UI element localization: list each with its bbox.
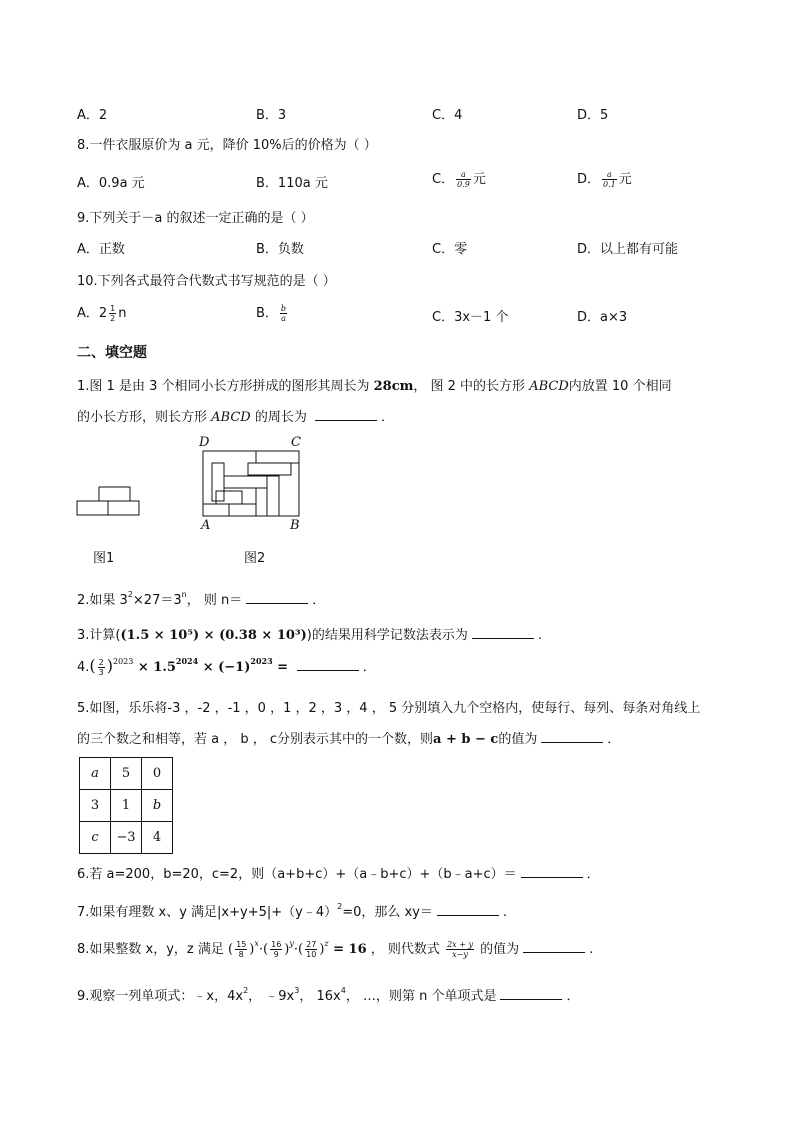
- f2-exp1: 2: [127, 590, 133, 599]
- f3-text-a: 3.计算(: [77, 628, 121, 643]
- f4-exp3: 2023: [250, 656, 273, 666]
- fig1-rect-right: [108, 501, 139, 515]
- corner-b: B: [290, 518, 300, 533]
- f5-expression: a + b − c: [433, 732, 499, 747]
- corner-c: C: [291, 435, 301, 450]
- f4-num: 2: [98, 658, 104, 667]
- f3-text-b: )的结果用科学记数法表示为: [306, 628, 468, 643]
- f3-answer-blank[interactable]: [472, 626, 534, 639]
- f6-text: 6.若 a=200，b=20，c=2，则（a+b+c）+（a﹣b+c）+（b﹣a+c）＝: [77, 867, 517, 882]
- grid-cell: b: [142, 790, 173, 822]
- q8-option-d: [577, 168, 632, 189]
- q10-option-d: D．a×3: [577, 310, 628, 325]
- f9-text-b: ， ﹣9x: [248, 989, 295, 1004]
- fig2-rect: [248, 463, 291, 475]
- f8-v3: z: [324, 939, 329, 948]
- f2-exp2: n: [181, 590, 187, 599]
- fig2-rect: [256, 451, 299, 463]
- q10-option-c: C．3x－1 个: [432, 310, 509, 325]
- corner-a: A: [201, 518, 211, 533]
- fig2-rect: [256, 488, 267, 516]
- f1-abcd-2: ABCD: [211, 410, 251, 425]
- grid-cell: 4: [142, 822, 173, 854]
- f5-line2: [77, 728, 620, 747]
- f8-dot: ·: [293, 942, 299, 957]
- q10-a-fraction: [109, 304, 116, 323]
- fig2-rect: [267, 476, 279, 516]
- f7-text-b: =0，那么 xy＝: [342, 905, 433, 920]
- f4-fraction: [98, 658, 105, 677]
- table-row: [80, 758, 173, 790]
- q8-option-a: A．0.9a 元: [77, 176, 145, 191]
- f4-term-c: × (−1): [198, 660, 251, 675]
- q8-c-prefix: C．: [432, 172, 455, 187]
- f7-line: [77, 901, 507, 920]
- f8-fn: 2x + y: [447, 940, 473, 949]
- q8-d-suffix: 元: [618, 172, 632, 187]
- f8-fd: x−y: [452, 950, 468, 959]
- grid-cell: 0: [142, 758, 173, 790]
- q7-option-b: B．3: [256, 108, 287, 123]
- f1-perimeter: 28cm: [373, 379, 414, 394]
- f4-den: 3: [98, 668, 104, 677]
- f8-dot: ·: [258, 942, 264, 957]
- q8-option-c: [432, 168, 486, 189]
- f4-term-b: × 1.5: [133, 660, 176, 675]
- f8-answer-blank[interactable]: [523, 940, 585, 953]
- f8-line: [77, 938, 593, 959]
- q10-a-suffix: n: [118, 306, 127, 321]
- f6-end: ．: [586, 867, 600, 882]
- f1-text-a: 1.图 1 是由 3 个相同小长方形拼成的图形其周长为: [77, 379, 370, 394]
- fig2-rect: [216, 491, 242, 504]
- f9-line: [77, 985, 579, 1004]
- grid-cell: c: [80, 822, 111, 854]
- f5-answer-blank[interactable]: [541, 730, 603, 743]
- f8-paren: (: [263, 942, 269, 957]
- f3-end: .: [537, 628, 542, 643]
- f1-abcd-1: ABCD: [529, 379, 569, 394]
- q7-option-c: C．4: [432, 108, 463, 123]
- f2-end: ．: [312, 593, 326, 608]
- f8-v2: y: [289, 939, 294, 948]
- grid-cell: 5: [111, 758, 142, 790]
- f2-text-a: 2.如果 3: [77, 593, 128, 608]
- f9-answer-blank[interactable]: [500, 987, 562, 1000]
- grid-cell: 1: [111, 790, 142, 822]
- f5-line1: 5.如图，乐乐将-3 ，-2 ，-1 ，0 ，1 ，2 ，3 ，4 ， 5 分别填入九个空格内，使每行、每列、每条对角线上: [77, 701, 701, 716]
- q9-stem: 9.下列关于－a 的叙述一定正确的是（ ）: [77, 211, 314, 226]
- q10-b-den: a: [281, 314, 286, 323]
- f4-exp1: 2023: [113, 657, 134, 666]
- f4-text-a: 4.: [77, 660, 90, 675]
- f5-end: ．: [607, 732, 621, 747]
- q8-c-suffix: 元: [472, 172, 486, 187]
- q8-c-fraction: [456, 170, 471, 189]
- f1-line2: [77, 406, 394, 425]
- table-row: [80, 790, 173, 822]
- q10-b-fraction: [280, 304, 287, 323]
- q10-b-num: b: [280, 304, 287, 313]
- q10-b-prefix: B．: [256, 306, 278, 321]
- f4-equals: =: [272, 660, 293, 675]
- q7-option-a: A．2: [77, 108, 108, 123]
- f8-paren: ): [249, 942, 255, 957]
- f7-answer-blank[interactable]: [437, 903, 499, 916]
- f2-text-b: ×27＝3: [132, 593, 182, 608]
- f4-paren-close: ): [106, 656, 113, 675]
- f5-text-a: 的三个数之和相等，若 a ， b ， c分别表示其中的一个数，则: [77, 732, 434, 747]
- f1-text-c: ， 图 2 中的长方形: [413, 379, 526, 394]
- magic-square: [79, 757, 173, 854]
- f8-v1: x: [254, 939, 259, 948]
- f4-exp2: 2024: [175, 656, 199, 666]
- q8-c-den: 0.9: [457, 180, 470, 189]
- q9-option-c: C．零: [432, 242, 468, 257]
- f8-frac3: [305, 940, 317, 959]
- fig2-outer: [203, 451, 299, 516]
- fig1-rect-left: [77, 501, 108, 515]
- f9-end: ．: [566, 989, 580, 1004]
- q8-option-b: B．110a 元: [256, 176, 328, 191]
- f8-t1n: 15: [236, 940, 247, 949]
- q9-option-a: A．正数: [77, 242, 125, 257]
- q9-option-d: D．以上都有可能: [577, 242, 679, 257]
- q8-d-num: a: [602, 170, 617, 180]
- q8-stem: 8.一件衣服原价为 a 元，降价 10%后的价格为（ ）: [77, 138, 377, 153]
- q9-option-b: B．负数: [256, 242, 304, 257]
- q10-option-b: [256, 302, 289, 323]
- f8-t3d: 10: [306, 950, 317, 959]
- f4-paren-open: (: [89, 656, 96, 675]
- f8-paren: (: [228, 942, 234, 957]
- f1-text-e: 内放置 10 个相同: [568, 379, 672, 394]
- grid-cell: a: [80, 758, 111, 790]
- f8-fraction: [446, 940, 474, 959]
- fig2-rect: [212, 463, 224, 501]
- fig1-rect-top: [99, 487, 130, 501]
- f9-exp2: 3: [294, 986, 300, 995]
- f2-line: [77, 589, 325, 608]
- fig1-label: 图1: [93, 551, 115, 566]
- f8-frac2: [270, 940, 282, 959]
- f8-paren: ): [284, 942, 290, 957]
- corner-d: D: [199, 435, 210, 450]
- f8-text-a: 8.如果整数 x，y，z 满足: [77, 942, 224, 957]
- f7-end: .: [502, 905, 508, 920]
- grid-cell: 3: [80, 790, 111, 822]
- f7-text-a: 7.如果有理数 x、y 满足|x+y+5|+（y﹣4）: [77, 905, 338, 920]
- q10-a-num: 1: [110, 304, 116, 313]
- fig2-rect: [203, 504, 229, 516]
- f1-text-2c: 的周长为: [254, 410, 307, 425]
- figure-1: [76, 486, 140, 516]
- f8-text-b: ， 则代数式: [370, 942, 440, 957]
- q10-stem: 10.下列各式最符合代数式书写规范的是（ ）: [77, 274, 336, 289]
- f8-t2n: 16: [271, 940, 282, 949]
- f5-text-c: 的值为: [498, 732, 538, 747]
- f8-t2d: 9: [273, 950, 279, 959]
- f6-line: [77, 863, 600, 882]
- f2-answer-blank[interactable]: [246, 591, 308, 604]
- q7-option-d: D．5: [577, 108, 609, 123]
- q8-c-num: a: [456, 170, 471, 180]
- f4-end: ．: [362, 660, 376, 675]
- table-row: [80, 822, 173, 854]
- f8-t1d: 8: [238, 950, 244, 959]
- fig2-rect: [229, 504, 256, 516]
- fig2-rect: [224, 476, 267, 488]
- f8-frac1: [235, 940, 247, 959]
- f8-end: .: [589, 942, 594, 957]
- q8-d-fraction: [602, 170, 617, 189]
- f8-paren: ): [319, 942, 325, 957]
- f7-exp: 2: [337, 902, 343, 911]
- f1-end: ．: [381, 410, 395, 425]
- q10-a-prefix: A．2: [77, 306, 108, 321]
- f8-eq: = 16: [328, 942, 367, 957]
- f8-t3n: 27: [306, 940, 317, 949]
- f1-answer-blank[interactable]: [315, 408, 377, 421]
- f9-exp1: 2: [243, 986, 249, 995]
- figure-2: [202, 450, 300, 518]
- f6-answer-blank[interactable]: [521, 865, 583, 878]
- f4-line: [77, 656, 376, 677]
- f3-expression: (1.5 × 10⁵) × (0.38 × 10³): [120, 628, 307, 643]
- f9-text-c: ， 16x: [299, 989, 341, 1004]
- q8-d-den: 0.1: [603, 180, 616, 189]
- grid-cell: −3: [111, 822, 142, 854]
- q10-a-den: 2: [110, 314, 116, 323]
- fig2-label: 图2: [244, 551, 266, 566]
- q8-d-prefix: D．: [577, 172, 601, 187]
- f4-answer-blank[interactable]: [297, 658, 359, 671]
- f9-text-a: 9.观察一列单项式：﹣x，4x: [77, 989, 244, 1004]
- section-title: 二、填空题: [77, 345, 147, 361]
- f9-exp3: 4: [340, 986, 346, 995]
- f1-line1: [77, 375, 672, 394]
- f9-text-d: ， …，则第 n 个单项式是: [345, 989, 497, 1004]
- f2-text-c: ， 则 n＝: [186, 593, 243, 608]
- f1-text-2a: 的小长方形，则长方形: [77, 410, 208, 425]
- q10-option-a: [77, 302, 127, 323]
- f8-text-c: 的值为: [480, 942, 520, 957]
- f3-line: [77, 624, 542, 643]
- f8-paren: (: [298, 942, 304, 957]
